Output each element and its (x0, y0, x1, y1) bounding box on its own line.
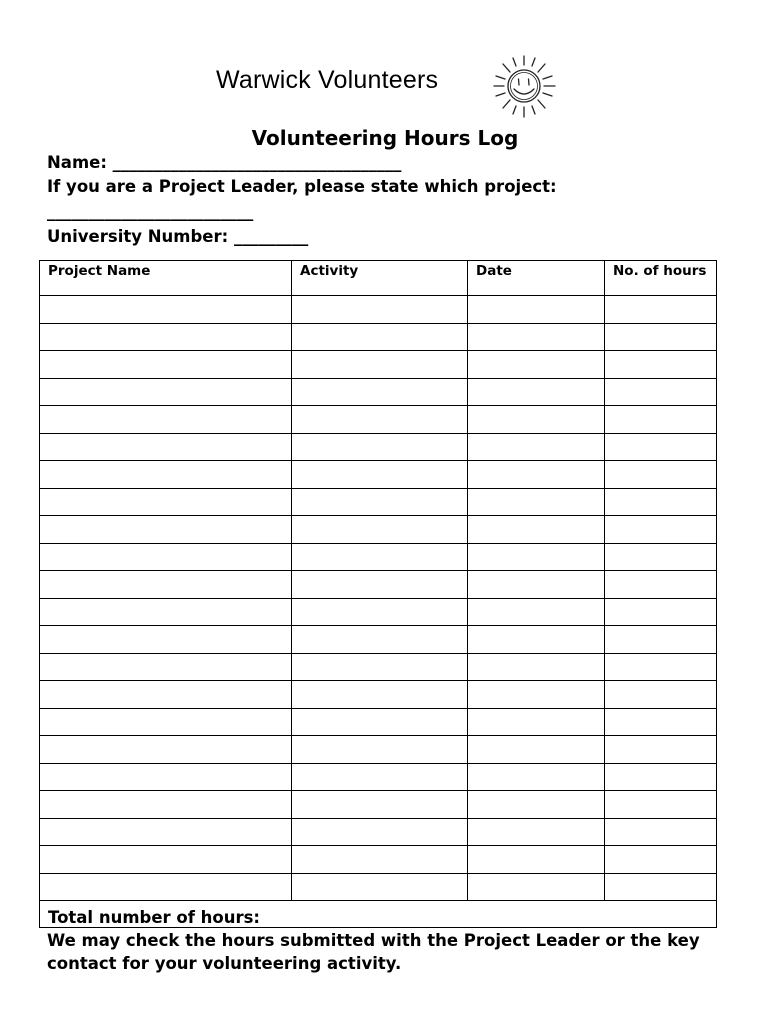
total-hours-label[interactable]: Total number of hours: (40, 901, 717, 928)
table-row (40, 791, 717, 819)
table-row (40, 406, 717, 434)
table-row (40, 736, 717, 764)
hours-cell[interactable] (605, 461, 717, 489)
project-name-cell[interactable] (40, 323, 292, 351)
date-cell[interactable] (468, 461, 605, 489)
activity-cell[interactable] (292, 323, 468, 351)
university-number-field[interactable]: University Number: _________ (47, 227, 309, 246)
table-row (40, 598, 717, 626)
project-name-cell[interactable] (40, 571, 292, 599)
activity-cell[interactable] (292, 818, 468, 846)
total-row (40, 901, 717, 928)
table-row (40, 543, 717, 571)
hours-cell[interactable] (605, 736, 717, 764)
activity-cell[interactable] (292, 378, 468, 406)
activity-cell[interactable] (292, 571, 468, 599)
table-row (40, 708, 717, 736)
activity-cell[interactable] (292, 516, 468, 544)
project-name-cell[interactable] (40, 873, 292, 901)
logo (216, 52, 576, 122)
date-cell[interactable] (468, 378, 605, 406)
project-field[interactable]: _________________________ (47, 202, 254, 221)
activity-cell[interactable] (292, 763, 468, 791)
hours-cell[interactable] (605, 433, 717, 461)
activity-cell[interactable] (292, 296, 468, 324)
table-row (40, 873, 717, 901)
date-cell[interactable] (468, 516, 605, 544)
hours-cell[interactable] (605, 406, 717, 434)
date-cell[interactable] (468, 763, 605, 791)
project-name-cell[interactable] (40, 846, 292, 874)
org-name: Warwick Volunteers (216, 66, 439, 94)
smiling-sun-icon (484, 52, 564, 120)
activity-cell[interactable] (292, 461, 468, 489)
table-row (40, 433, 717, 461)
hours-cell[interactable] (605, 571, 717, 599)
project-name-cell[interactable] (40, 351, 292, 379)
date-cell[interactable] (468, 296, 605, 324)
project-name-cell[interactable] (40, 461, 292, 489)
date-cell[interactable] (468, 846, 605, 874)
project-name-cell[interactable] (40, 433, 292, 461)
table-row (40, 818, 717, 846)
hours-cell[interactable] (605, 323, 717, 351)
activity-cell[interactable] (292, 736, 468, 764)
column-header-date: Date (468, 261, 605, 296)
hours-cell[interactable] (605, 681, 717, 709)
hours-cell[interactable] (605, 873, 717, 901)
date-cell[interactable] (468, 708, 605, 736)
hours-cell[interactable] (605, 488, 717, 516)
hours-cell[interactable] (605, 543, 717, 571)
date-cell[interactable] (468, 433, 605, 461)
verification-note: We may check the hours submitted with the Project Leader or the key contact for your volunteering activity. (47, 931, 700, 973)
date-cell[interactable] (468, 736, 605, 764)
project-name-cell[interactable] (40, 791, 292, 819)
hours-cell[interactable] (605, 516, 717, 544)
activity-cell[interactable] (292, 626, 468, 654)
activity-cell[interactable] (292, 791, 468, 819)
activity-cell[interactable] (292, 406, 468, 434)
hours-cell[interactable] (605, 626, 717, 654)
project-name-cell[interactable] (40, 763, 292, 791)
column-header-project-name: Project Name (40, 261, 292, 296)
project-name-cell[interactable] (40, 378, 292, 406)
hours-cell[interactable] (605, 598, 717, 626)
project-leader-prompt: If you are a Project Leader, please state which project: (47, 177, 557, 196)
column-header-hours: No. of hours (605, 261, 717, 296)
date-cell[interactable] (468, 488, 605, 516)
date-cell[interactable] (468, 406, 605, 434)
table-row (40, 488, 717, 516)
hours-cell[interactable] (605, 351, 717, 379)
date-cell[interactable] (468, 571, 605, 599)
table-row (40, 461, 717, 489)
activity-cell[interactable] (292, 488, 468, 516)
project-name-cell[interactable] (40, 681, 292, 709)
project-name-cell[interactable] (40, 653, 292, 681)
activity-cell[interactable] (292, 873, 468, 901)
project-name-cell[interactable] (40, 598, 292, 626)
activity-cell[interactable] (292, 598, 468, 626)
project-name-cell[interactable] (40, 406, 292, 434)
hours-cell[interactable] (605, 763, 717, 791)
column-header-activity: Activity (292, 261, 468, 296)
date-cell[interactable] (468, 323, 605, 351)
project-name-cell[interactable] (40, 488, 292, 516)
project-name-cell[interactable] (40, 736, 292, 764)
table-row (40, 571, 717, 599)
hours-cell[interactable] (605, 708, 717, 736)
date-cell[interactable] (468, 873, 605, 901)
activity-cell[interactable] (292, 543, 468, 571)
hours-cell[interactable] (605, 791, 717, 819)
table-row (40, 378, 717, 406)
activity-cell[interactable] (292, 681, 468, 709)
date-cell[interactable] (468, 818, 605, 846)
table-row (40, 681, 717, 709)
date-cell[interactable] (468, 681, 605, 709)
table-row (40, 763, 717, 791)
project-name-cell[interactable] (40, 543, 292, 571)
activity-cell[interactable] (292, 846, 468, 874)
project-name-cell[interactable] (40, 818, 292, 846)
name-field[interactable]: Name: ___________________________________ (47, 153, 402, 172)
hours-cell[interactable] (605, 378, 717, 406)
page-title: Volunteering Hours Log (251, 126, 519, 150)
table-row (40, 351, 717, 379)
date-cell[interactable] (468, 791, 605, 819)
date-cell[interactable] (468, 351, 605, 379)
activity-cell[interactable] (292, 708, 468, 736)
table-row (40, 846, 717, 874)
date-cell[interactable] (468, 598, 605, 626)
project-name-cell[interactable] (40, 516, 292, 544)
activity-cell[interactable] (292, 433, 468, 461)
table-body (40, 296, 717, 901)
project-name-cell[interactable] (40, 626, 292, 654)
hours-log-table (39, 260, 717, 928)
table-header-row (40, 261, 717, 296)
hours-cell[interactable] (605, 846, 717, 874)
table-row (40, 296, 717, 324)
date-cell[interactable] (468, 653, 605, 681)
hours-cell[interactable] (605, 653, 717, 681)
activity-cell[interactable] (292, 351, 468, 379)
date-cell[interactable] (468, 626, 605, 654)
hours-cell[interactable] (605, 818, 717, 846)
project-name-cell[interactable] (40, 708, 292, 736)
project-name-cell[interactable] (40, 296, 292, 324)
table-row (40, 653, 717, 681)
hours-cell[interactable] (605, 296, 717, 324)
table-row (40, 323, 717, 351)
date-cell[interactable] (468, 543, 605, 571)
table-row (40, 516, 717, 544)
table-row (40, 626, 717, 654)
activity-cell[interactable] (292, 653, 468, 681)
